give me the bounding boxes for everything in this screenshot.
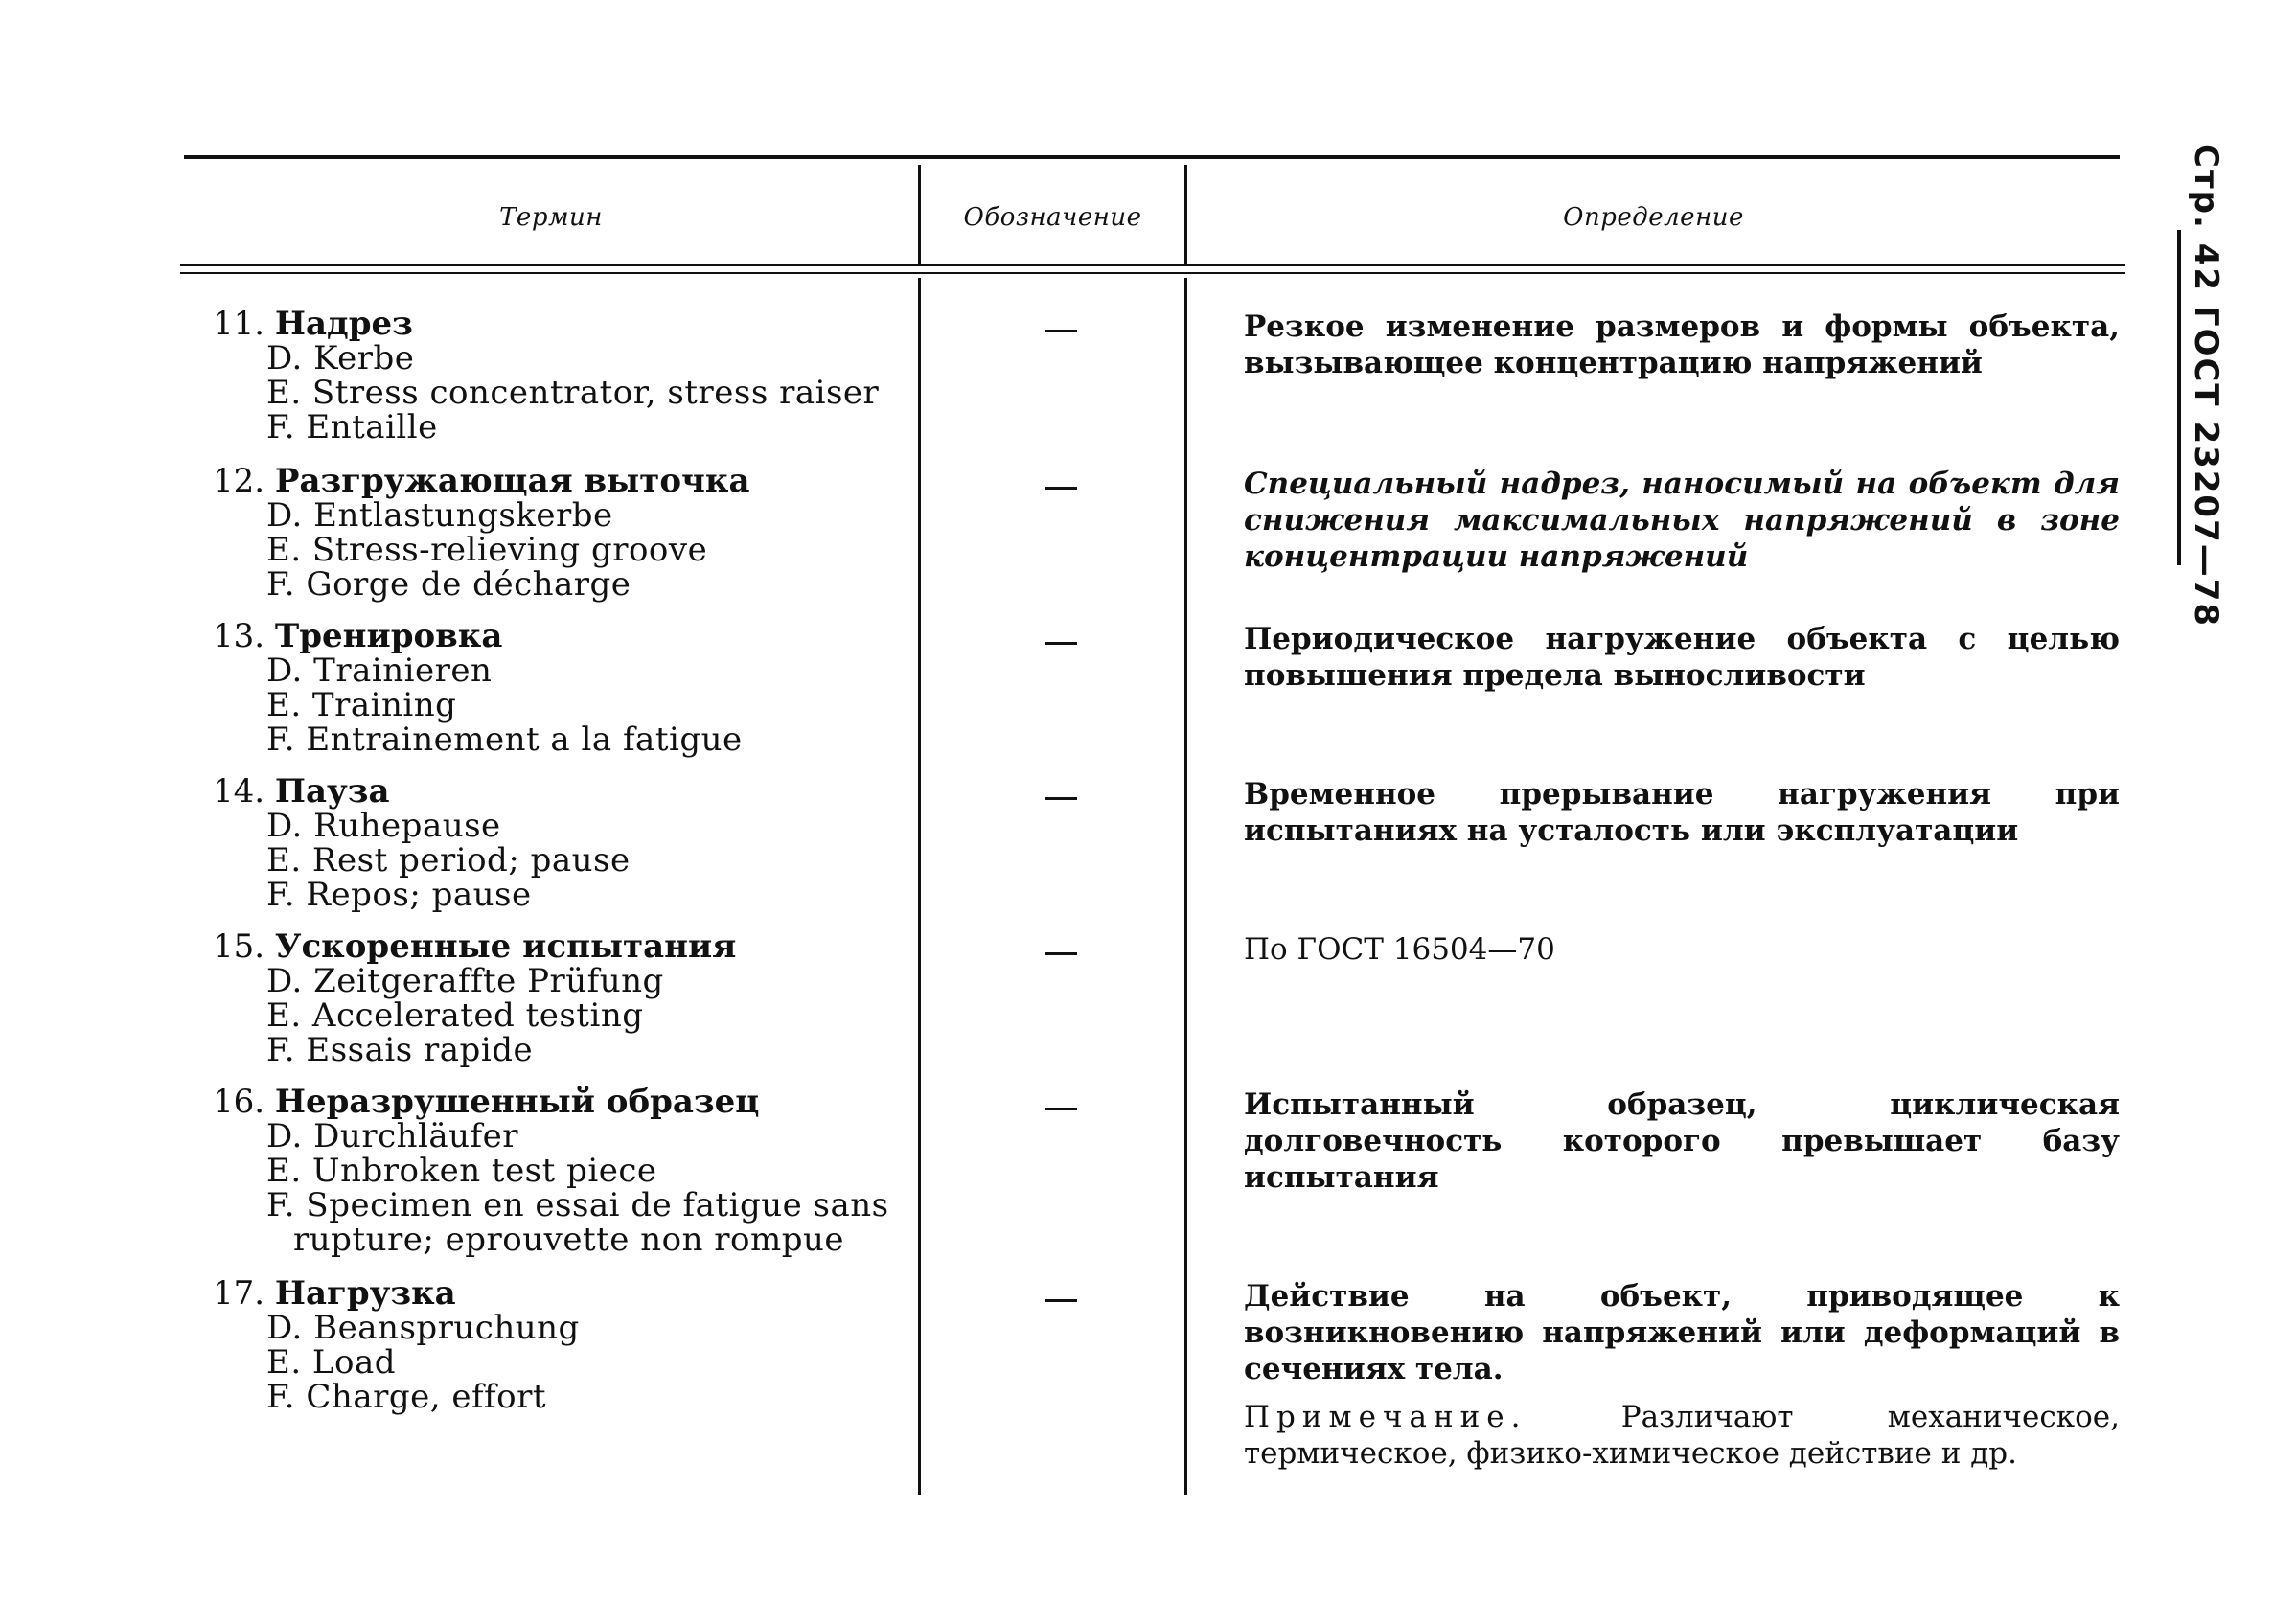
definition-text xyxy=(1209,309,2120,381)
term-lang-fr: F. Repos; pause xyxy=(266,876,532,914)
term-lang-en: E. Unbroken test piece xyxy=(266,1152,657,1190)
column-divider-1 xyxy=(918,278,921,1495)
table-row-term xyxy=(213,774,912,912)
term-lang-de: D. Kerbe xyxy=(266,339,415,377)
term-number: 11. xyxy=(213,305,265,343)
term-lang-en: E. Accelerated testing xyxy=(266,996,644,1035)
term-lang-fr: F. Entaille xyxy=(266,408,438,446)
term-number: 13. xyxy=(213,617,265,655)
table-row-term xyxy=(213,929,912,1067)
term-title: Разгружающая выточка xyxy=(274,462,750,500)
term-title: Ускоренные испытания xyxy=(274,927,737,966)
definition-text xyxy=(1209,1278,2120,1472)
definition-body: Действие на объект, приводящее к возникновению напряжений или деформаций в сечениях тела. xyxy=(1244,1279,2120,1386)
definition-body: Испытанный образец, циклическая долговечность которого превышает базу испытания xyxy=(1244,1087,2120,1195)
term-lang-fr: F. Specimen en essai de fatigue sans xyxy=(266,1186,889,1224)
header-divider-2 xyxy=(1184,165,1187,266)
definition-body: Временное прерывание нагружения при испытаниях на усталость или эксплуатации xyxy=(1244,777,2120,848)
header-bottom-rule xyxy=(180,264,2125,266)
note-text: Различают механическое, термическое, физико-химическое действие и др. xyxy=(1244,1400,2120,1471)
table-row-term xyxy=(213,1085,912,1257)
header-bottom-rule-double xyxy=(180,272,2125,274)
term-title: Надрез xyxy=(274,305,413,343)
definition-text xyxy=(1209,931,2120,968)
table-row-term xyxy=(213,1276,912,1414)
term-number: 17. xyxy=(213,1274,265,1313)
term-lang-de: D. Durchläufer xyxy=(266,1117,519,1155)
definition-body: Резкое изменение размеров и формы объекта, вызывающее концентрацию напряжений xyxy=(1244,309,2120,380)
term-lang-en: E. Load xyxy=(266,1343,397,1382)
term-number: 16. xyxy=(213,1083,265,1121)
symbol-dash xyxy=(1045,487,1077,490)
term-lang-en: E. Training xyxy=(266,686,457,724)
symbol-dash xyxy=(1045,1108,1077,1110)
column-header-symbol: Обозначение xyxy=(963,203,1142,232)
column-divider-2 xyxy=(1184,278,1187,1495)
term-lang-de: D. Zeitgeraffte Prüfung xyxy=(266,962,664,1000)
running-title: Стр. 42 ГОСТ 23207—78 xyxy=(2187,144,2225,629)
term-lang-en: E. Rest period; pause xyxy=(266,841,631,880)
definition-text xyxy=(1209,466,2120,575)
definition-text xyxy=(1209,621,2120,694)
term-lang-fr: F. Essais rapide xyxy=(266,1031,534,1069)
symbol-dash xyxy=(1045,330,1077,332)
definition-text xyxy=(1209,776,2120,849)
symbol-dash xyxy=(1045,1299,1077,1302)
definition-text xyxy=(1209,1086,2120,1196)
term-lang-de: D. Beanspruchung xyxy=(266,1309,580,1347)
term-lang-de: D. Ruhepause xyxy=(266,807,501,845)
definition-body: Периодическое нагружение объекта с целью повышения предела выносливости xyxy=(1244,622,2120,693)
note-title: Примечание. xyxy=(1244,1400,1527,1434)
note-block xyxy=(1209,1399,2120,1472)
table-row-term xyxy=(213,307,912,445)
definition-body: Специальный надрез, наносимый на объект для снижения максимальных напряжений в зоне концентрации напряжений xyxy=(1244,467,2120,574)
term-lang-en: E. Stress-relieving groove xyxy=(266,531,708,569)
term-lang-fr: F. Gorge de décharge xyxy=(266,565,631,604)
term-number: 15. xyxy=(213,927,265,966)
term-lang-fr: F. Entrainement a la fatigue xyxy=(266,720,743,759)
header-divider-1 xyxy=(918,165,921,266)
symbol-dash xyxy=(1045,642,1077,645)
table-top-rule xyxy=(184,155,2120,159)
definition-body: По ГОСТ 16504—70 xyxy=(1244,932,1555,967)
term-lang-en: E. Stress concentrator, stress raiser xyxy=(266,374,880,412)
column-header-term: Термин xyxy=(499,203,603,232)
running-title-bar xyxy=(2177,230,2181,565)
term-title: Неразрушенный образец xyxy=(274,1083,760,1121)
table-row-term xyxy=(213,464,912,602)
term-number: 12. xyxy=(213,462,265,500)
term-title: Пауза xyxy=(274,772,390,811)
term-lang-de: D. Entlastungskerbe xyxy=(266,496,613,535)
term-lang-de: D. Trainieren xyxy=(266,652,493,690)
symbol-dash xyxy=(1045,797,1077,800)
term-title: Тренировка xyxy=(274,617,503,655)
table-row-term xyxy=(213,619,912,757)
term-lang-fr-continued: rupture; eprouvette non rompue xyxy=(293,1221,845,1259)
column-header-definition: Определение xyxy=(1563,203,1744,232)
term-lang-fr: F. Charge, effort xyxy=(266,1378,547,1416)
symbol-dash xyxy=(1045,952,1077,955)
term-title: Нагрузка xyxy=(274,1274,456,1313)
term-number: 14. xyxy=(213,772,265,811)
